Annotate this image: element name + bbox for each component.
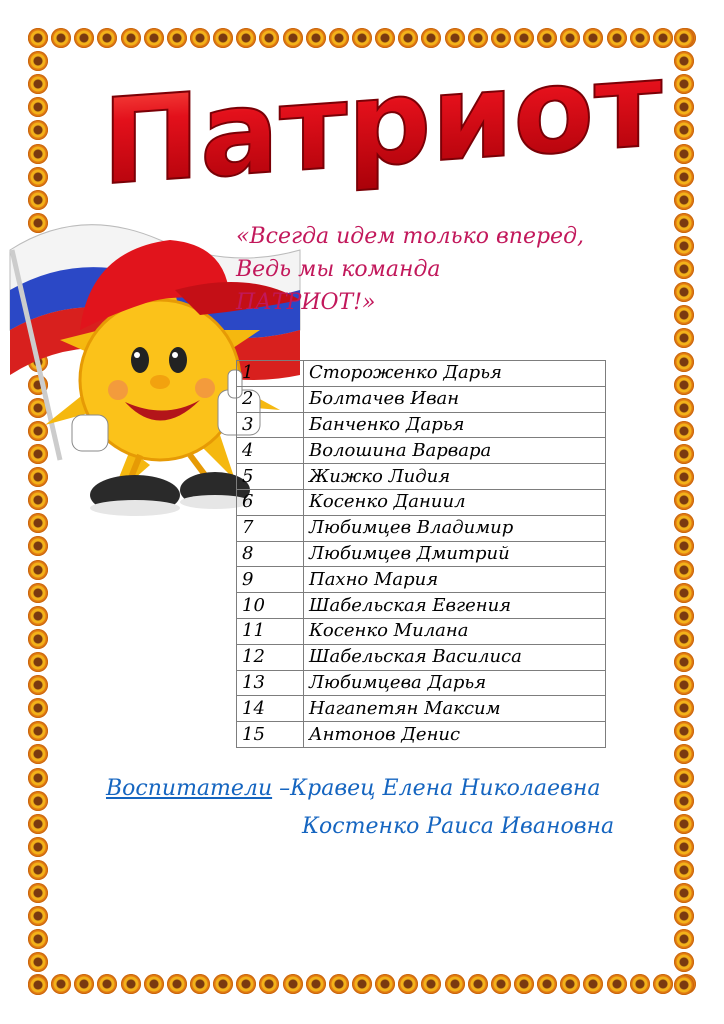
sunflower-icon xyxy=(674,467,694,487)
member-name: Стороженко Дарья xyxy=(304,361,606,387)
sunflower-icon xyxy=(674,513,694,533)
table-row xyxy=(237,412,606,438)
sunflower-icon xyxy=(583,974,603,994)
right-flower-border xyxy=(674,28,696,996)
sunflower-icon xyxy=(121,28,141,48)
bottom-flower-border xyxy=(28,974,696,996)
sunflower-icon xyxy=(28,860,48,880)
member-number: 3 xyxy=(237,412,304,438)
sunflower-icon xyxy=(674,906,694,926)
sunflower-icon xyxy=(97,974,117,994)
sunflower-icon xyxy=(607,28,627,48)
sunflower-icon xyxy=(674,975,694,995)
sunflower-icon xyxy=(51,974,71,994)
sunflower-icon xyxy=(674,652,694,672)
table-row xyxy=(237,722,606,748)
teachers-label: Воспитатели xyxy=(106,776,273,801)
sunflower-icon xyxy=(583,28,603,48)
member-name: Косенко Даниил xyxy=(304,489,606,515)
sunflower-icon xyxy=(674,120,694,140)
table-row xyxy=(237,593,606,619)
table-row xyxy=(237,696,606,722)
sunflower-icon xyxy=(28,144,48,164)
sunflower-icon xyxy=(236,28,256,48)
sunflower-icon xyxy=(674,929,694,949)
member-name: Волошина Варвара xyxy=(304,438,606,464)
sunflower-icon xyxy=(674,860,694,880)
member-number: 9 xyxy=(237,567,304,593)
sunflower-icon xyxy=(190,974,210,994)
sunflower-icon xyxy=(306,974,326,994)
sunflower-icon xyxy=(674,51,694,71)
sunflower-icon xyxy=(674,952,694,972)
sunflower-icon xyxy=(674,814,694,834)
sunflower-icon xyxy=(674,837,694,857)
sunflower-icon xyxy=(306,28,326,48)
sunflower-icon xyxy=(236,974,256,994)
sunflower-icon xyxy=(514,28,534,48)
sunflower-icon xyxy=(421,974,441,994)
sunflower-icon xyxy=(28,675,48,695)
sunflower-icon xyxy=(468,28,488,48)
sunflower-icon xyxy=(653,28,673,48)
sunflower-icon xyxy=(167,974,187,994)
sunflower-icon xyxy=(674,398,694,418)
sunflower-icon xyxy=(514,974,534,994)
team-roster-table xyxy=(236,360,606,748)
member-number: 8 xyxy=(237,541,304,567)
member-name: Болтачев Иван xyxy=(304,386,606,412)
sunflower-icon xyxy=(28,536,48,556)
sunflower-icon xyxy=(28,583,48,603)
sunflower-icon xyxy=(630,974,650,994)
sunflower-icon xyxy=(74,974,94,994)
member-name: Жижко Лидия xyxy=(304,464,606,490)
sunflower-icon xyxy=(674,791,694,811)
motto-line-2: Ведь мы команда xyxy=(236,257,441,282)
sunflower-icon xyxy=(674,721,694,741)
member-number: 12 xyxy=(237,644,304,670)
sunflower-icon xyxy=(468,974,488,994)
sunflower-icon xyxy=(28,698,48,718)
sunflower-icon xyxy=(144,974,164,994)
sunflower-icon xyxy=(537,974,557,994)
title-text: Патриот xyxy=(101,66,666,196)
sunflower-icon xyxy=(352,28,372,48)
member-name: Любимцев Владимир xyxy=(304,515,606,541)
sunflower-icon xyxy=(674,167,694,187)
member-name: Антонов Денис xyxy=(304,722,606,748)
sunflower-icon xyxy=(674,190,694,210)
sunflower-icon xyxy=(283,974,303,994)
sunflower-icon xyxy=(674,536,694,556)
sunflower-icon xyxy=(329,974,349,994)
sunflower-icon xyxy=(283,28,303,48)
sunflower-icon xyxy=(28,652,48,672)
sunflower-icon xyxy=(28,97,48,117)
sunflower-icon xyxy=(329,28,349,48)
sunflower-icon xyxy=(445,28,465,48)
table-row xyxy=(237,515,606,541)
sunflower-icon xyxy=(28,952,48,972)
sunflower-icon xyxy=(674,744,694,764)
sunflower-icon xyxy=(28,606,48,626)
member-number: 15 xyxy=(237,722,304,748)
sunflower-icon xyxy=(74,28,94,48)
sunflower-icon xyxy=(674,583,694,603)
team-motto xyxy=(236,220,616,319)
member-name: Банченко Дарья xyxy=(304,412,606,438)
sunflower-icon xyxy=(674,444,694,464)
motto-line-3: ПАТРИОТ!» xyxy=(236,290,376,315)
member-number: 13 xyxy=(237,670,304,696)
sunflower-icon xyxy=(28,120,48,140)
sunflower-icon xyxy=(674,490,694,510)
table-row xyxy=(237,618,606,644)
sunflower-icon xyxy=(28,929,48,949)
table-row xyxy=(237,670,606,696)
sunflower-icon xyxy=(28,814,48,834)
sunflower-icon xyxy=(674,236,694,256)
sunflower-icon xyxy=(167,28,187,48)
member-name: Шабельская Евгения xyxy=(304,593,606,619)
sunflower-icon xyxy=(28,791,48,811)
table-row xyxy=(237,464,606,490)
sunflower-icon xyxy=(674,282,694,302)
sunflower-icon xyxy=(144,28,164,48)
member-number: 14 xyxy=(237,696,304,722)
sunflower-icon xyxy=(560,974,580,994)
sunflower-icon xyxy=(491,974,511,994)
sunflower-icon xyxy=(674,28,694,48)
page-title xyxy=(95,66,670,196)
sunflower-icon xyxy=(213,974,233,994)
sunflower-icon xyxy=(28,975,48,995)
member-number: 1 xyxy=(237,361,304,387)
sunflower-icon xyxy=(28,74,48,94)
sunflower-icon xyxy=(674,328,694,348)
sunflower-icon xyxy=(121,974,141,994)
sunflower-icon xyxy=(674,560,694,580)
member-name: Любимцева Дарья xyxy=(304,670,606,696)
teacher-2-name: Костенко Раиса Ивановна xyxy=(302,814,615,839)
sunflower-icon xyxy=(674,352,694,372)
member-number: 4 xyxy=(237,438,304,464)
member-name: Шабельская Василиса xyxy=(304,644,606,670)
sunflower-icon xyxy=(674,698,694,718)
sunflower-icon xyxy=(28,883,48,903)
sunflower-icon xyxy=(28,51,48,71)
member-number: 11 xyxy=(237,618,304,644)
sunflower-icon xyxy=(607,974,627,994)
sunflower-icon xyxy=(674,629,694,649)
sunflower-icon xyxy=(28,629,48,649)
sunflower-icon xyxy=(28,837,48,857)
sunflower-icon xyxy=(630,28,650,48)
sunflower-icon xyxy=(537,28,557,48)
motto-line-1: «Всегда идем только вперед, xyxy=(236,224,585,249)
sunflower-icon xyxy=(28,744,48,764)
sunflower-icon xyxy=(28,190,48,210)
member-name: Нагапетян Максим xyxy=(304,696,606,722)
sunflower-icon xyxy=(28,768,48,788)
table-row xyxy=(237,438,606,464)
table-row xyxy=(237,644,606,670)
sunflower-icon xyxy=(674,97,694,117)
table-row xyxy=(237,489,606,515)
member-name: Любимцев Дмитрий xyxy=(304,541,606,567)
teachers-dash: – xyxy=(272,776,291,801)
sunflower-icon xyxy=(491,28,511,48)
sunflower-icon xyxy=(674,144,694,164)
sunflower-icon xyxy=(674,375,694,395)
sunflower-icon xyxy=(28,167,48,187)
sunflower-icon xyxy=(674,768,694,788)
sunflower-icon xyxy=(674,883,694,903)
sunflower-icon xyxy=(674,213,694,233)
sunflower-icon xyxy=(560,28,580,48)
sunflower-icon xyxy=(674,74,694,94)
table-row xyxy=(237,386,606,412)
top-flower-border xyxy=(28,28,696,50)
member-number: 2 xyxy=(237,386,304,412)
sunflower-icon xyxy=(653,974,673,994)
sunflower-icon xyxy=(352,974,372,994)
sunflower-icon xyxy=(51,28,71,48)
table-row xyxy=(237,361,606,387)
member-number: 6 xyxy=(237,489,304,515)
sunflower-icon xyxy=(375,28,395,48)
sunflower-icon xyxy=(190,28,210,48)
table-row xyxy=(237,541,606,567)
teachers-line-1 xyxy=(106,776,600,801)
sunflower-icon xyxy=(259,974,279,994)
sunflower-icon xyxy=(445,974,465,994)
sunflower-icon xyxy=(674,305,694,325)
sunflower-icon xyxy=(674,259,694,279)
sunflower-icon xyxy=(28,28,48,48)
member-number: 7 xyxy=(237,515,304,541)
sunflower-icon xyxy=(259,28,279,48)
table-row xyxy=(237,567,606,593)
sunflower-icon xyxy=(674,675,694,695)
member-name: Косенко Милана xyxy=(304,618,606,644)
sunflower-icon xyxy=(213,28,233,48)
member-number: 5 xyxy=(237,464,304,490)
member-number: 10 xyxy=(237,593,304,619)
sunflower-icon xyxy=(375,974,395,994)
sunflower-icon xyxy=(28,560,48,580)
sunflower-icon xyxy=(421,28,441,48)
sunflower-icon xyxy=(398,974,418,994)
sunflower-icon xyxy=(97,28,117,48)
sunflower-icon xyxy=(674,606,694,626)
teacher-1-name: Кравец Елена Николаевна xyxy=(290,776,601,801)
member-name: Пахно Мария xyxy=(304,567,606,593)
sunflower-icon xyxy=(28,906,48,926)
sunflower-icon xyxy=(28,721,48,741)
sunflower-icon xyxy=(398,28,418,48)
sunflower-icon xyxy=(674,421,694,441)
